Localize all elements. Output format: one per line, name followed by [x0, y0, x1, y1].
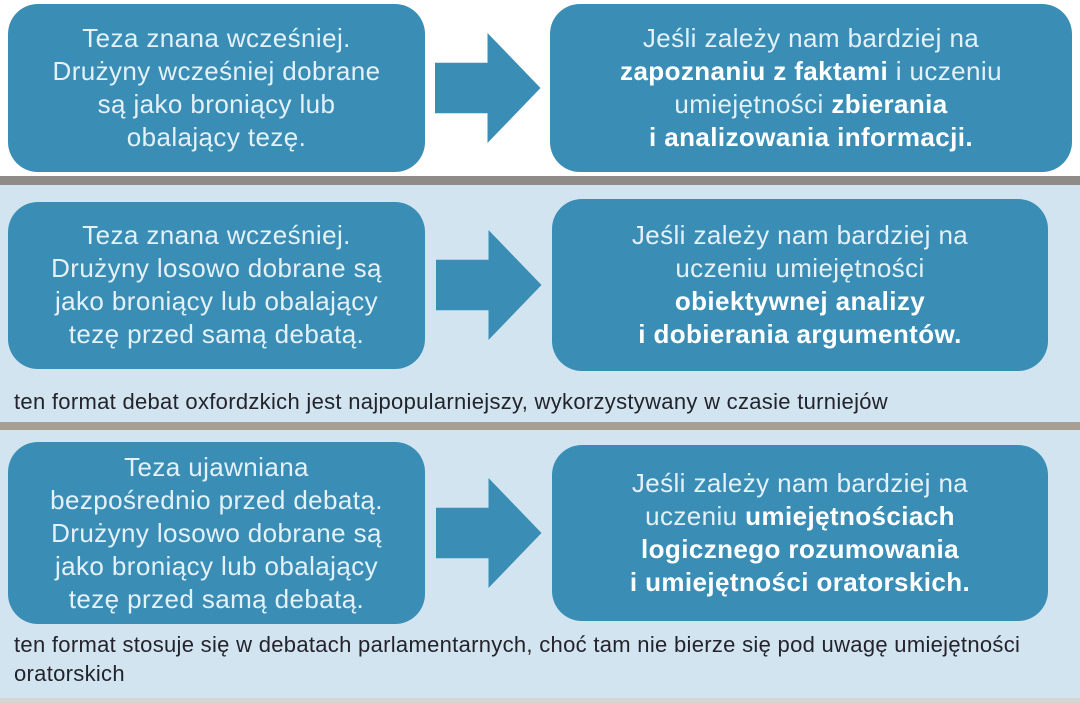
text-line: Drużyny losowo dobrane są: [51, 517, 382, 548]
flow-row-1: [0, 0, 1080, 176]
benefit-box-2: [552, 199, 1048, 371]
text-segment: umiejętnościach: [745, 501, 955, 531]
arrow-wrap-2: [425, 230, 552, 340]
text-line: jako broniący lub obalający: [55, 286, 378, 316]
right-arrow-icon: [436, 230, 542, 340]
horizontal-separator: [0, 176, 1080, 185]
text-line: obalający tezę.: [126, 122, 307, 152]
text-segment: obiektywnej analizy: [674, 286, 926, 316]
right-arrow-icon: [436, 478, 542, 588]
text-segment: uczeniu: [645, 501, 746, 531]
text-line: [562, 318, 1038, 351]
horizontal-separator: [0, 422, 1080, 430]
text-line: Teza znana wcześniej.: [82, 220, 351, 250]
text-segment: zapoznaniu z faktami: [620, 56, 889, 86]
text-line: tezę przed samą debatą.: [68, 319, 365, 349]
text-segment: Jeśli zależy nam bardziej na: [631, 468, 969, 498]
text-line: [562, 500, 1038, 533]
text-line: Drużyny wcześniej dobrane: [52, 56, 381, 86]
flow-row-2: [0, 199, 1080, 371]
text-segment: i uczeniu: [888, 56, 1002, 86]
caption-parliamentary-format: ten format stosuje się w debatach parlamentarnych, choć tam nie bierze się pod uwagę umiejętności oratorskich: [14, 632, 1021, 686]
text-line: [560, 88, 1062, 121]
text-line: [562, 252, 1038, 285]
text-line: [560, 55, 1062, 88]
bottom-edge-strip: [0, 698, 1080, 704]
text-line: [560, 121, 1062, 154]
statement-box-1: [8, 4, 425, 172]
text-line: [562, 467, 1038, 500]
caption-oxford-format: ten format debat oxfordzkich jest najpopularniejszy, wykorzystywany w czasie turniejów: [14, 389, 888, 414]
text-line: jako broniący lub obalający: [55, 550, 378, 581]
text-line: [560, 22, 1062, 55]
section-row-1: [0, 0, 1080, 176]
text-line: Teza ujawniana: [124, 451, 309, 482]
statement-box-3: [8, 442, 425, 624]
text-line: [562, 285, 1038, 318]
text-segment: i analizowania informacji.: [649, 122, 973, 152]
text-segment: i umiejętności oratorskich.: [629, 567, 971, 597]
text-segment: uczeniu umiejętności: [675, 253, 925, 283]
arrow-wrap-1: [425, 33, 550, 143]
text-line: Drużyny losowo dobrane są: [51, 253, 382, 283]
flow-row-3: [0, 442, 1080, 624]
text-segment: umiejętności: [674, 89, 832, 119]
benefit-box-1: [550, 4, 1072, 172]
text-line: tezę przed samą debatą.: [68, 583, 365, 614]
benefit-box-3: [552, 445, 1048, 621]
text-segment: zbierania: [831, 89, 948, 119]
text-line: Teza znana wcześniej.: [82, 23, 351, 53]
arrow-wrap-3: [425, 478, 552, 588]
section-row-2: [0, 185, 1080, 422]
statement-box-2: [8, 202, 425, 369]
text-segment: i dobierania argumentów.: [638, 319, 962, 349]
text-line: bezpośrednio przed debatą.: [50, 484, 383, 515]
text-line: [562, 533, 1038, 566]
text-segment: logicznego rozumowania: [641, 534, 959, 564]
text-line: są jako broniący lub: [97, 89, 336, 119]
text-segment: Jeśli zależy nam bardziej na: [642, 23, 980, 53]
text-line: [562, 219, 1038, 252]
text-segment: Jeśli zależy nam bardziej na: [631, 220, 969, 250]
section-row-3: [0, 430, 1080, 698]
text-line: [562, 566, 1038, 599]
right-arrow-icon: [435, 33, 541, 143]
